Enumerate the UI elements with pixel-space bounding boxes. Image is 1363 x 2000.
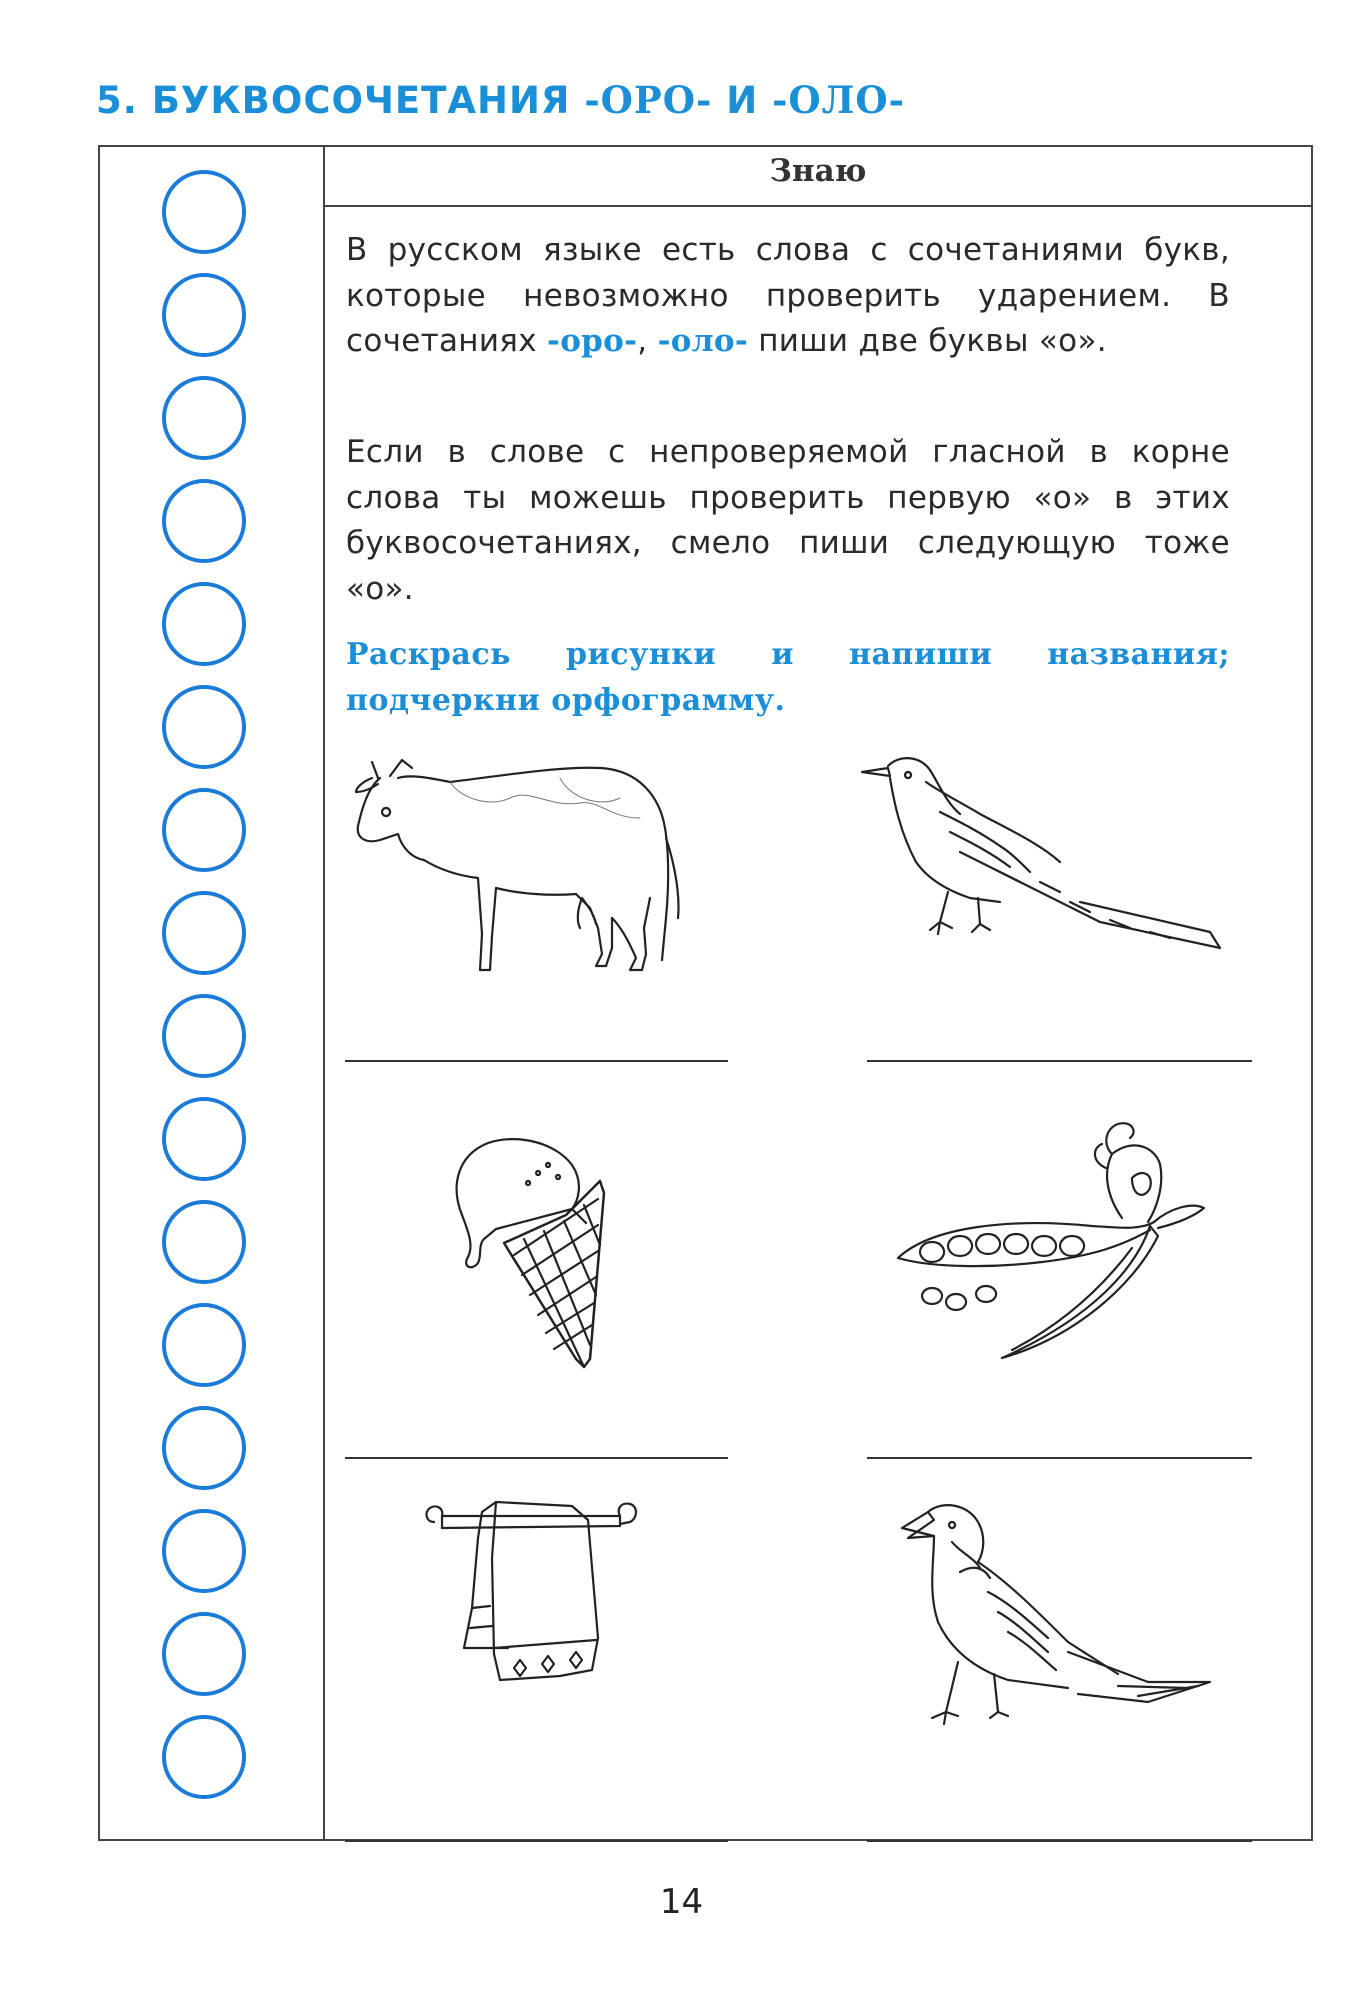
progress-circle[interactable] [162, 1509, 246, 1593]
progress-circle[interactable] [162, 994, 246, 1078]
progress-circle[interactable] [162, 1406, 246, 1490]
title-conjunction: И [726, 79, 759, 122]
answer-line[interactable] [345, 1457, 728, 1459]
progress-circle[interactable] [162, 1200, 246, 1284]
progress-circle[interactable] [162, 1303, 246, 1387]
rule-highlight-olo: -оло- [657, 323, 749, 359]
answer-line[interactable] [867, 1060, 1252, 1062]
ice-cream-icon [448, 1135, 613, 1370]
progress-circle[interactable] [162, 891, 246, 975]
answer-line[interactable] [867, 1840, 1252, 1842]
rule-text: В русском языке есть слова с сочетаниями букв, которые невозможно проверить ударением. В сочетаниях [346, 232, 1230, 359]
progress-circle[interactable] [162, 273, 246, 357]
right-border [1311, 145, 1313, 1841]
section-heading: Знаю [769, 153, 867, 189]
peas-icon [892, 1118, 1212, 1368]
progress-circle[interactable] [162, 1612, 246, 1696]
progress-circle[interactable] [162, 1097, 246, 1181]
progress-circle[interactable] [162, 479, 246, 563]
rule-paragraph-2: Если в слове с непроверяемой гласной в корне слова ты можешь проверить первую «о» в этих буквосочетаниях, смело пиши следующую тоже «о». [346, 434, 1230, 607]
sparrow-icon [898, 1502, 1218, 1752]
progress-circle[interactable] [162, 376, 246, 460]
cow-icon [350, 748, 720, 988]
title-main: БУКВОСОЧЕТАНИЯ [151, 79, 571, 122]
rule-separator: , [637, 323, 648, 359]
margin-divider [323, 145, 325, 1841]
rule-highlight-oro: -оро- [547, 323, 638, 359]
rule-text-end: пиши две буквы «о». [758, 323, 1107, 359]
progress-circles [162, 170, 254, 1818]
progress-circle[interactable] [162, 582, 246, 666]
answer-line[interactable] [345, 1060, 728, 1062]
page-title [96, 78, 905, 122]
towel-icon [420, 1498, 645, 1688]
answer-line[interactable] [345, 1840, 728, 1842]
progress-circle[interactable] [162, 1715, 246, 1799]
task-instruction: Раскрась рисунки и напиши названия; подчеркни орфограмму. [346, 637, 1230, 718]
progress-circle[interactable] [162, 170, 246, 254]
title-pattern-olo: -ОЛО- [772, 78, 905, 122]
magpie-icon [860, 752, 1230, 962]
progress-circle[interactable] [162, 788, 246, 872]
answer-line[interactable] [867, 1457, 1252, 1459]
title-number: 5. [96, 79, 138, 122]
page-number: 14 [659, 1882, 704, 1922]
section-heading-bar [323, 145, 1313, 207]
title-pattern-oro: -ОРО- [584, 78, 713, 122]
rule-paragraph-1 [346, 228, 1230, 365]
progress-circle[interactable] [162, 685, 246, 769]
